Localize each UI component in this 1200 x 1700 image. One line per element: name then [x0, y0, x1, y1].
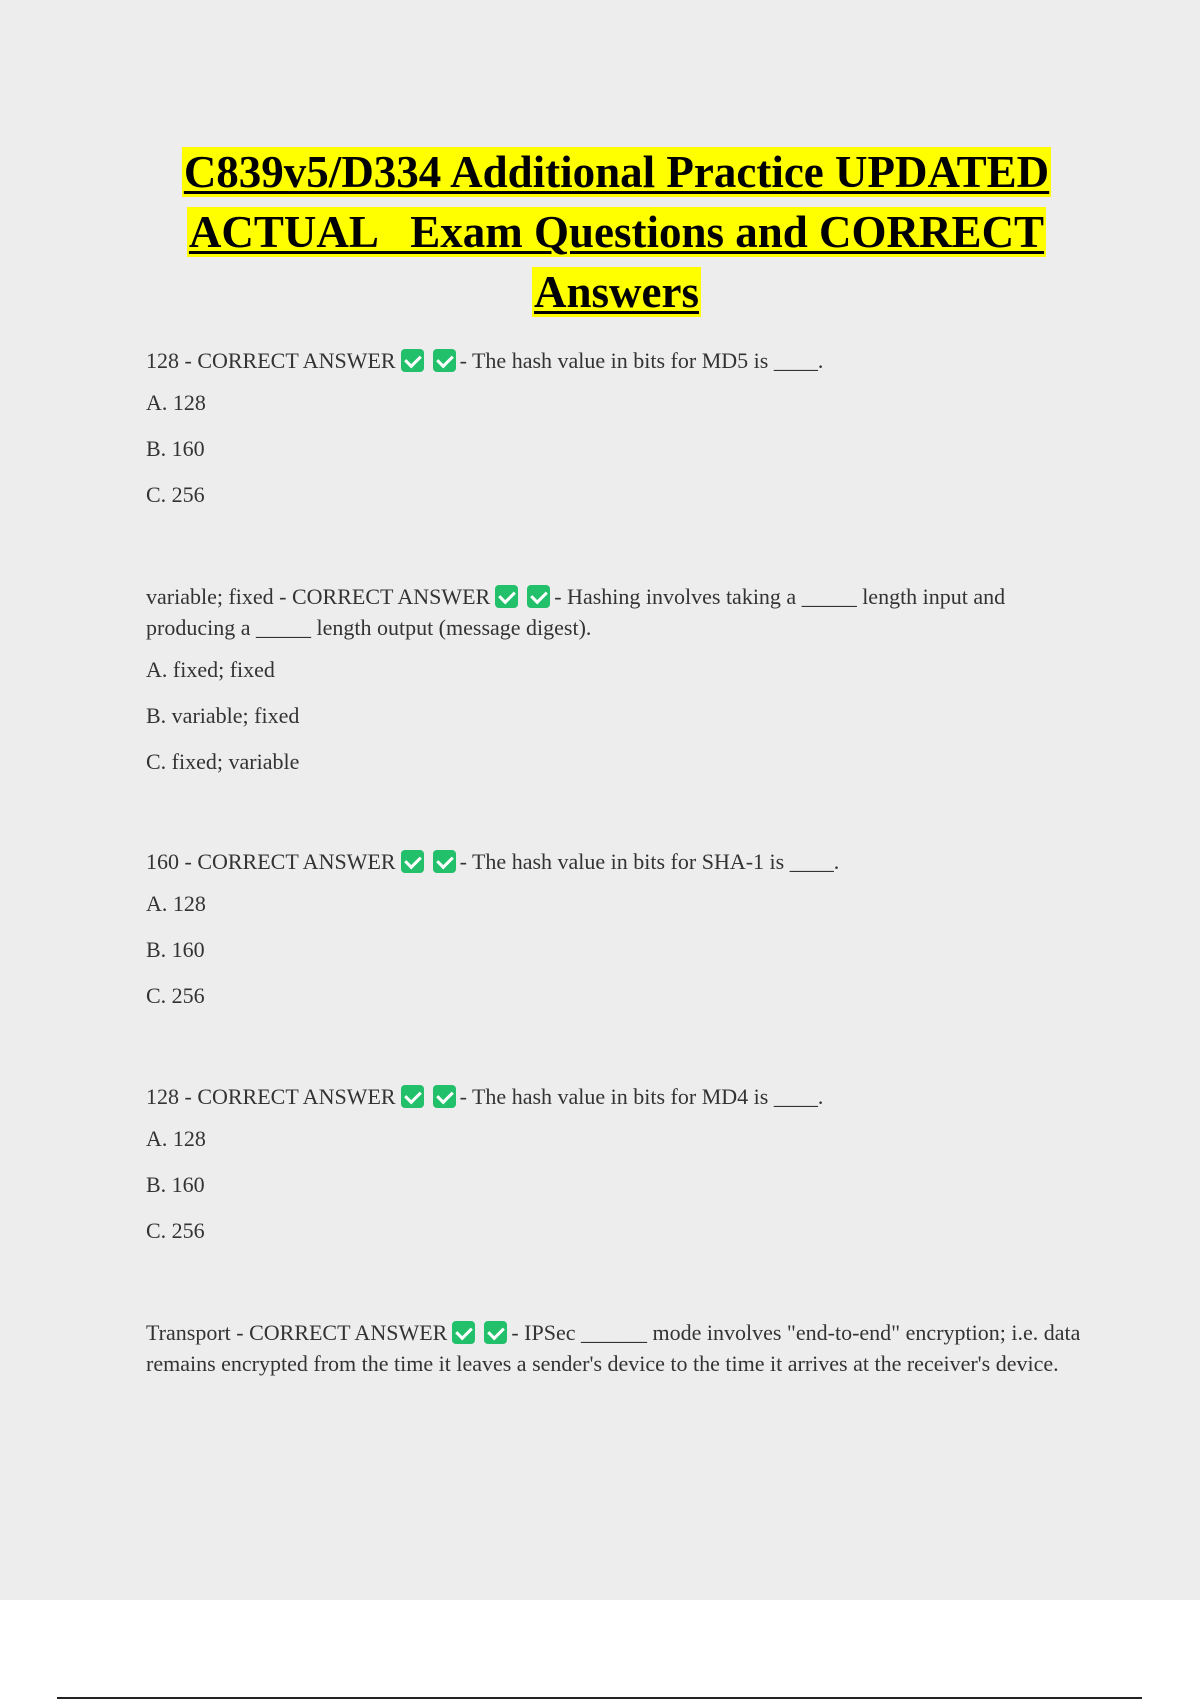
options-list	[146, 389, 1096, 527]
option-item: C. 256	[146, 482, 205, 507]
checkmark-icon	[452, 1321, 475, 1344]
checkmark-icon	[401, 349, 424, 372]
question-block	[146, 581, 1096, 794]
question-text	[146, 345, 1096, 376]
question-block	[146, 345, 1096, 527]
option-item: B. 160	[146, 937, 205, 962]
checkmark-icon	[433, 349, 456, 372]
question-prompt: - The hash value in bits for MD5 is ____.	[459, 348, 824, 373]
checkmark-icon	[433, 1085, 456, 1108]
question-text	[146, 1317, 1096, 1379]
correct-answer-label: variable; fixed - CORRECT ANSWER	[146, 584, 491, 609]
options-list	[146, 1125, 1096, 1263]
title-line: Answers	[534, 267, 699, 317]
option-item: C. 256	[146, 1218, 205, 1243]
question-prompt: - The hash value in bits for SHA-1 is ____.	[459, 849, 840, 874]
question-text	[146, 581, 1096, 643]
question-text	[146, 1081, 1096, 1112]
checkmark-icon	[495, 585, 518, 608]
option-item: B. variable; fixed	[146, 703, 300, 728]
question-prompt: - The hash value in bits for MD4 is ____.	[459, 1084, 824, 1109]
checkmark-icon	[401, 850, 424, 873]
option-item: A. 128	[146, 390, 206, 415]
correct-answer-label: 128 - CORRECT ANSWER	[146, 348, 396, 373]
option-item: B. 160	[146, 436, 205, 461]
question-prompt: - Hashing involves taking a _____ length input and producing a _____ length output (message digest).	[146, 584, 1006, 640]
option-item: A. 128	[146, 891, 206, 916]
checkmark-icon	[484, 1321, 507, 1344]
option-item: C. 256	[146, 983, 205, 1008]
correct-answer-label: 160 - CORRECT ANSWER	[146, 849, 396, 874]
correct-answer-label: Transport - CORRECT ANSWER	[146, 1320, 448, 1345]
question-block	[146, 1317, 1096, 1379]
question-block	[146, 1081, 1096, 1263]
footer-divider	[57, 1697, 1142, 1699]
option-item: A. 128	[146, 1126, 206, 1151]
question-text	[146, 846, 1096, 877]
document-title	[130, 142, 1103, 322]
options-list	[146, 656, 1096, 794]
option-item: C. fixed; variable	[146, 749, 300, 774]
option-item: A. fixed; fixed	[146, 657, 275, 682]
question-prompt: - IPSec ______ mode involves "end-to-end" encryption; i.e. data remains encrypted from the time it leaves a sender's device to the time it arrives at the receiver's device.	[146, 1320, 1081, 1376]
checkmark-icon	[527, 585, 550, 608]
title-line: ACTUAL Exam Questions and CORRECT	[188, 207, 1045, 257]
question-block	[146, 846, 1096, 1028]
correct-answer-label: 128 - CORRECT ANSWER	[146, 1084, 396, 1109]
option-item: B. 160	[146, 1172, 205, 1197]
checkmark-icon	[401, 1085, 424, 1108]
options-list	[146, 890, 1096, 1028]
title-line: C839v5/D334 Additional Practice UPDATED	[183, 147, 1050, 197]
checkmark-icon	[433, 850, 456, 873]
